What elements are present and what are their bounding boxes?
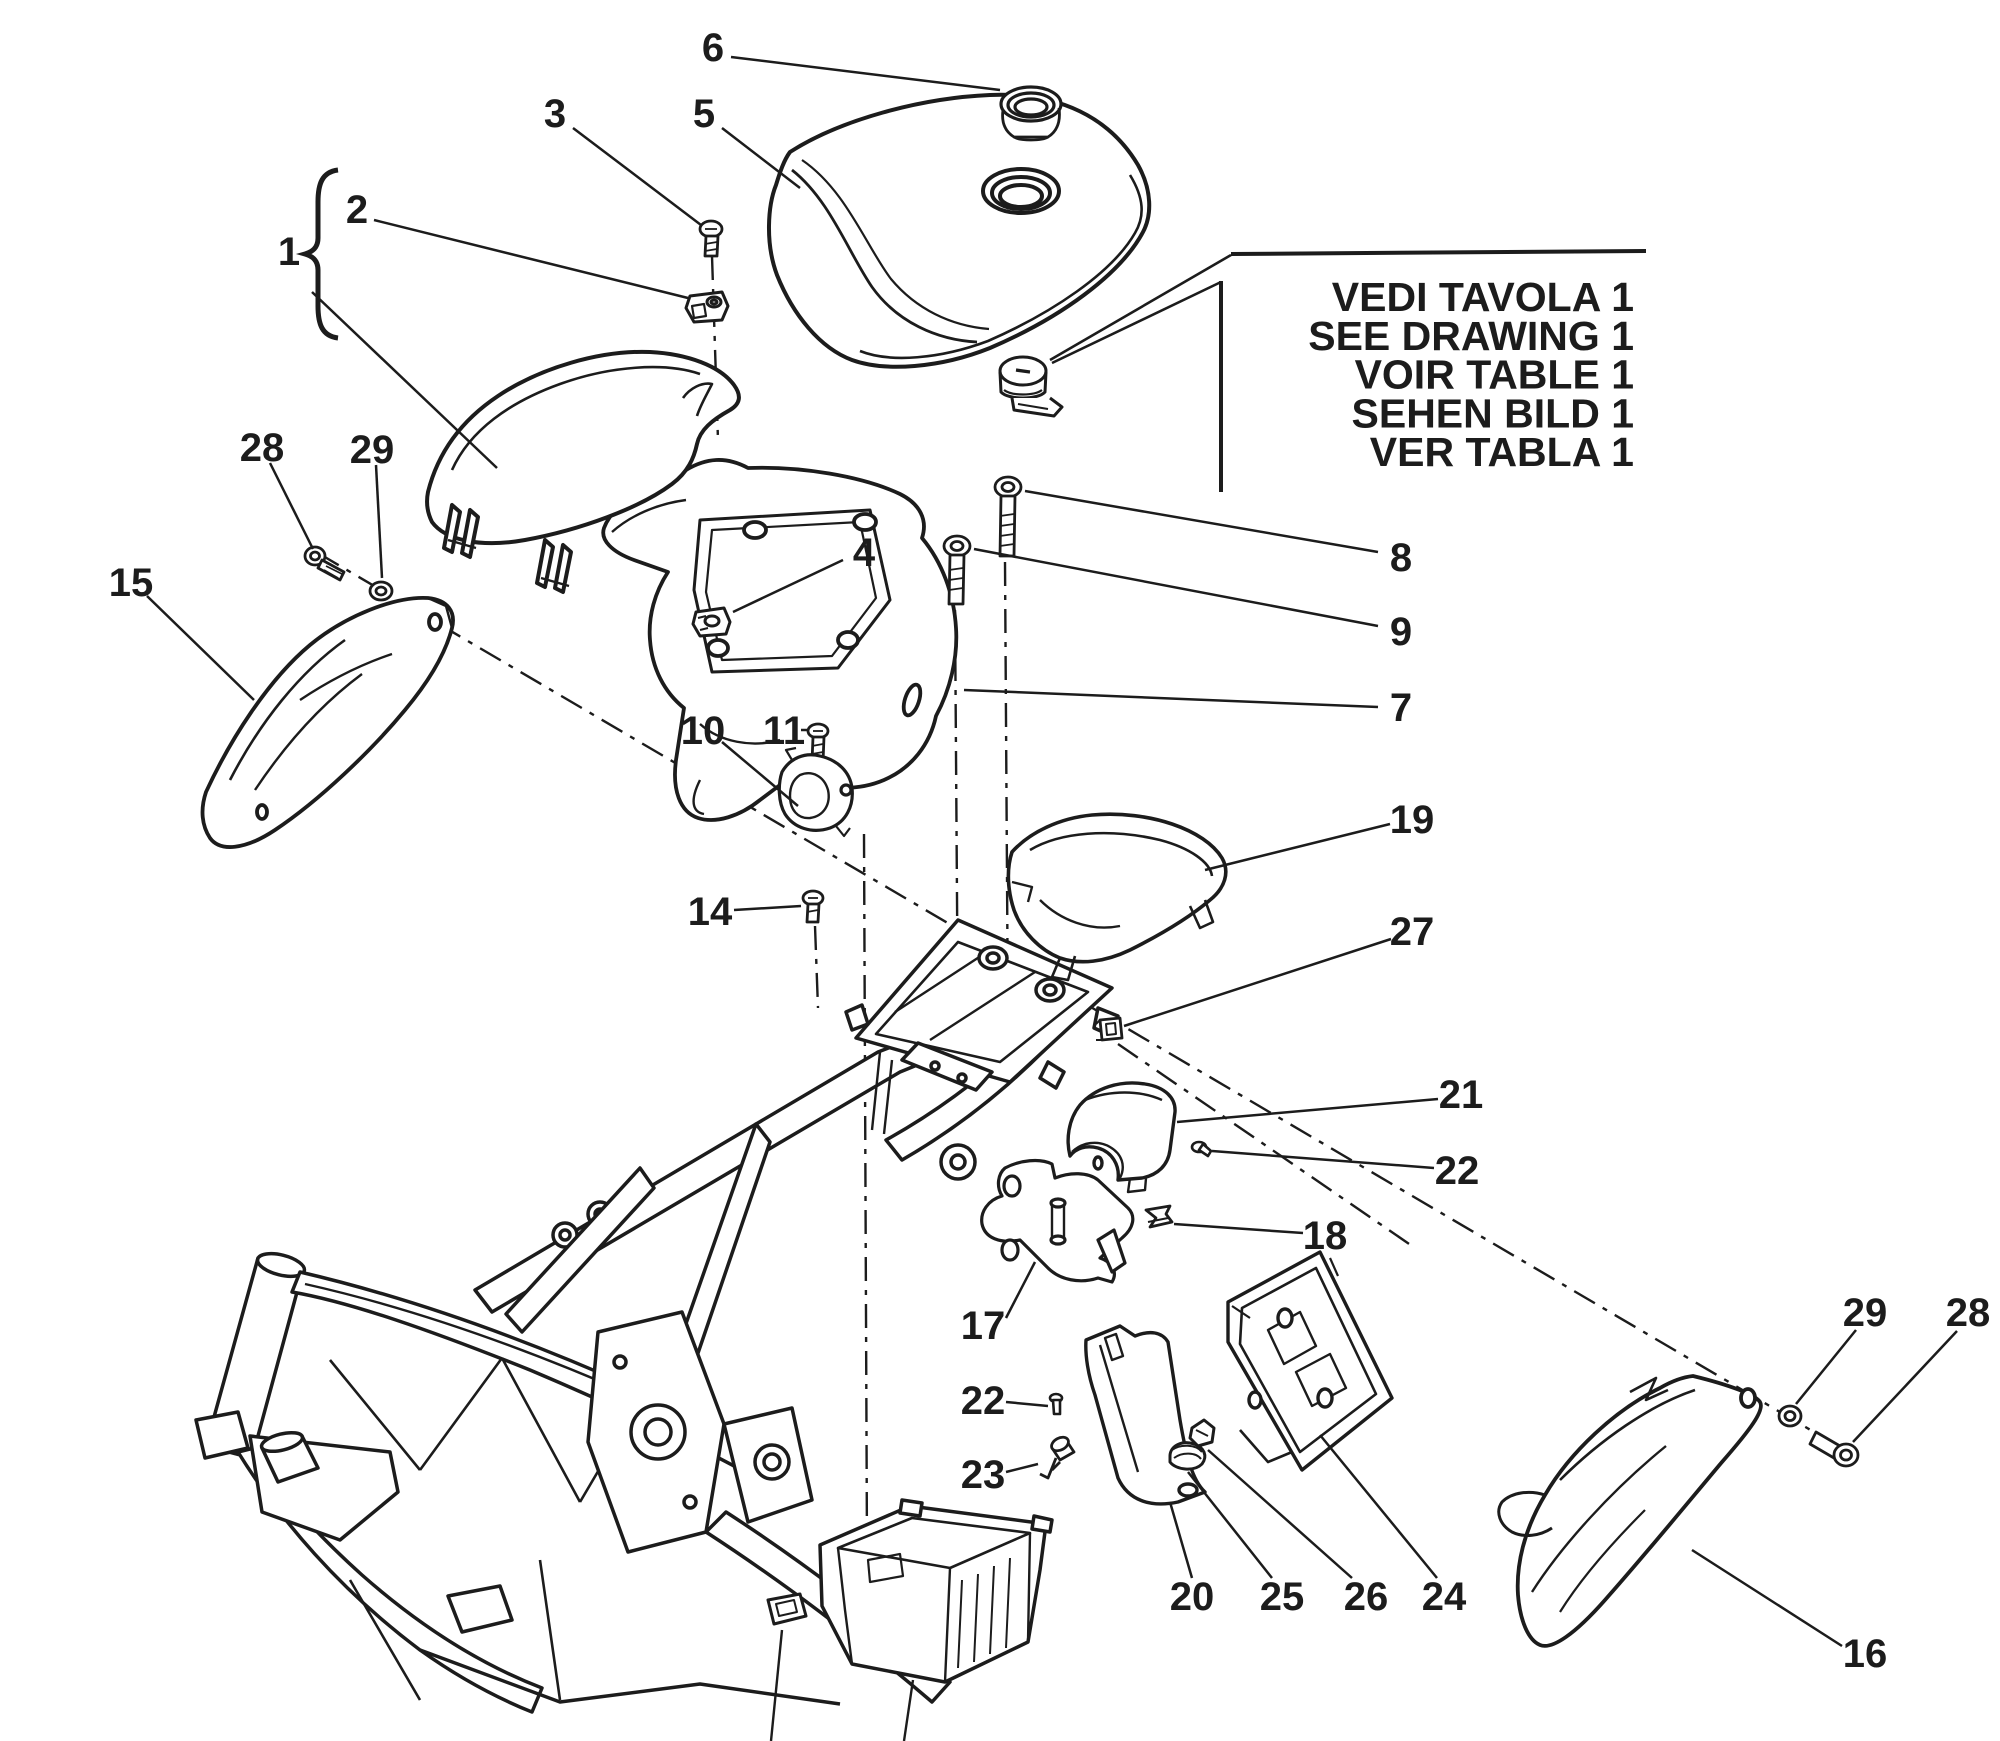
axis-line-battery: [864, 834, 867, 1552]
callout-3-leader: [573, 128, 701, 225]
part-17-bracket-drawing: [982, 1161, 1133, 1282]
callout-29-label: 29: [349, 428, 395, 472]
part-29-washer-left-drawing: [370, 582, 392, 600]
callout-14-label: 14: [687, 890, 733, 934]
part-2-latch-drawing: [686, 292, 728, 322]
callout-16-label: 16: [1842, 1632, 1888, 1676]
callout-7-label: 7: [1389, 686, 1413, 730]
callout-19-label: 19: [1389, 798, 1435, 842]
callout-8-label: 8: [1389, 536, 1413, 580]
callout-14-leader: [734, 906, 801, 910]
callout-9-leader: [974, 549, 1378, 626]
callout-15-label: 15: [108, 561, 154, 605]
note-box: [1050, 251, 1646, 492]
callout-15-leader: [147, 596, 254, 700]
part-lock-cylinder-drawing: [1000, 357, 1062, 416]
callout-27-leader: [1124, 939, 1391, 1026]
part-23-bolt-drawing: [1040, 1434, 1074, 1478]
callout-6-label: 6: [701, 26, 725, 70]
callout-24-label: 24: [1421, 1575, 1467, 1619]
callout-29-leader: [1796, 1330, 1856, 1404]
callout-17-label: 17: [960, 1304, 1006, 1348]
part-29-washer-right-drawing: [1779, 1406, 1801, 1426]
note-line-5: VER TABLA 1: [1369, 429, 1634, 476]
callout-28-label: 28: [239, 426, 285, 470]
part-7-tail-fairing-drawing: [603, 460, 956, 820]
callout-25-label: 25: [1259, 1575, 1305, 1619]
callout-25-leader: [1188, 1472, 1272, 1578]
part-14-screw-drawing: [803, 891, 823, 922]
part-4-clip-drawing: [693, 608, 730, 636]
part-18-clip-drawing: [1146, 1206, 1172, 1227]
part-clip-bottom-drawing: [768, 1594, 806, 1624]
callout-26-leader: [1208, 1450, 1352, 1578]
callout-2-label: 2: [345, 188, 369, 232]
callout-29-leader: [376, 465, 382, 578]
callout-3-label: 3: [543, 92, 567, 136]
callout-29-label: 29: [1842, 1291, 1888, 1335]
callout-11-label: 11: [762, 709, 806, 753]
callout-18-label: 18: [1302, 1214, 1348, 1258]
callout-22-label: 22: [960, 1379, 1006, 1423]
part-22-screw-left-drawing: [1050, 1394, 1062, 1414]
callout-27-label: 27: [1389, 910, 1435, 954]
callout-6-leader: [731, 57, 1000, 90]
part-8-bolt-drawing: [995, 477, 1021, 556]
callout-28-leader: [270, 463, 313, 549]
note-line-1: VEDI TAVOLA 1: [1331, 274, 1634, 320]
part-battery-tray-drawing: [820, 1500, 1052, 1682]
callout-8-leader: [1025, 491, 1378, 552]
callout-28-leader: [1853, 1331, 1957, 1442]
callout-4-label: 4: [852, 531, 876, 575]
callout-2-leader: [374, 220, 688, 298]
part-22-screw-right-drawing: [1192, 1142, 1211, 1156]
callout-24-leader: [1320, 1435, 1437, 1578]
callout-1-label: 1: [277, 230, 301, 274]
part-9-bolt-drawing: [944, 536, 970, 604]
note-line-4: SEHEN BILD 1: [1351, 390, 1634, 437]
callout-23-leader: [1006, 1464, 1038, 1472]
callout-21-leader: [1177, 1099, 1438, 1122]
part-15-left-panel-drawing: [203, 598, 453, 847]
note-box-text: [1308, 274, 1634, 475]
part-24-plate-bracket-drawing: [1228, 1252, 1392, 1470]
part-26-spacer-drawing: [1190, 1420, 1214, 1446]
callout-18-leader: [1174, 1224, 1303, 1233]
callout-26-label: 26: [1343, 1575, 1389, 1619]
callout-20-label: 20: [1169, 1575, 1215, 1619]
part-28-bolt-right-drawing: [1810, 1432, 1858, 1466]
axis-line-screw14: [815, 926, 818, 1008]
callout-16-leader: [1692, 1550, 1842, 1646]
note-line-2: SEE DRAWING 1: [1308, 312, 1634, 359]
part-3-screw-drawing: [700, 221, 722, 256]
callout-1-leader: [312, 292, 497, 468]
callout-7-leader: [964, 690, 1378, 707]
callout-22-leader: [1212, 1151, 1434, 1168]
callout-22-leader: [1006, 1402, 1048, 1406]
callout-19-leader: [1205, 824, 1390, 870]
callout-9-label: 9: [1389, 610, 1413, 654]
part-27-clip-drawing: [1096, 1018, 1122, 1040]
part-20-mudflap-drawing: [1086, 1326, 1205, 1504]
callout-22-label: 22: [1434, 1149, 1480, 1193]
callout-20-leader: [1170, 1502, 1192, 1578]
callout-5-label: 5: [692, 92, 716, 136]
callout-10-label: 10: [680, 709, 726, 753]
callout-17-leader: [1006, 1262, 1035, 1318]
note-border-top: [1231, 251, 1646, 254]
callout-28-label: 28: [1945, 1291, 1991, 1335]
part-16-right-panel-drawing: [1499, 1376, 1761, 1646]
note-line-3: VOIR TABLE 1: [1354, 351, 1634, 398]
part-5-tank-cover-drawing: [769, 95, 1149, 367]
callout-23-label: 23: [960, 1453, 1006, 1497]
callout-21-label: 21: [1438, 1073, 1484, 1117]
